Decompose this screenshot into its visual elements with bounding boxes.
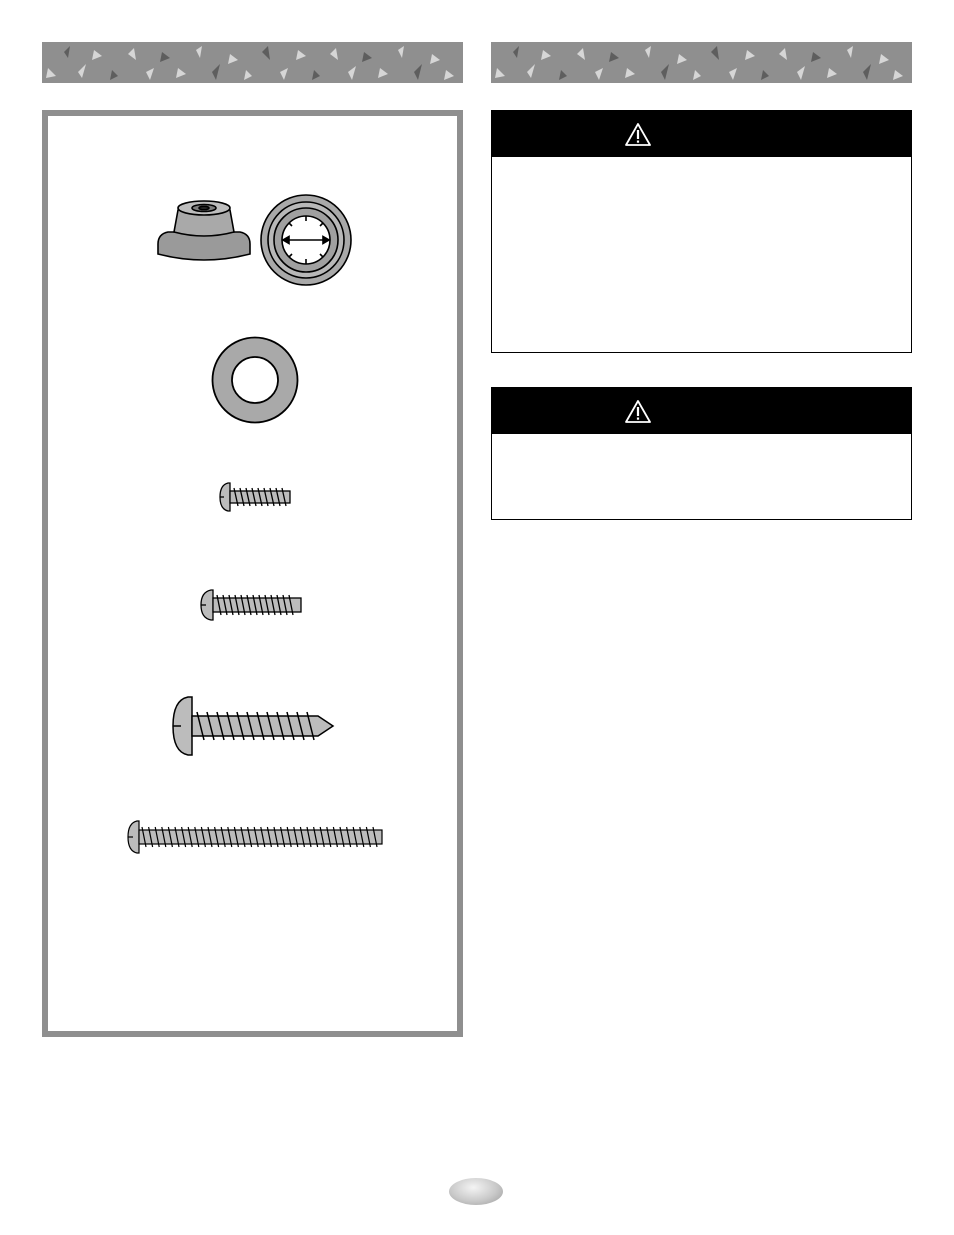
warning-header — [492, 111, 911, 157]
warning-header — [492, 388, 911, 434]
washer-icon — [210, 335, 300, 425]
warning-box — [491, 387, 912, 520]
warning-triangle-icon — [624, 122, 652, 147]
cap-nut-icon — [154, 192, 354, 288]
warning-triangle-icon — [624, 399, 652, 424]
page-number-badge — [449, 1178, 503, 1205]
section-header-banner-right — [491, 42, 912, 83]
parts-panel — [42, 110, 463, 1037]
banner-pattern — [42, 42, 463, 83]
short-screw-icon — [218, 480, 294, 514]
warning-box — [491, 110, 912, 353]
large-tapping-screw-icon — [170, 694, 338, 758]
medium-screw-icon — [199, 587, 305, 623]
parts-panel-inner — [48, 116, 457, 1031]
long-screw-icon — [126, 818, 386, 856]
banner-pattern — [491, 42, 912, 83]
section-header-banner-left — [42, 42, 463, 83]
